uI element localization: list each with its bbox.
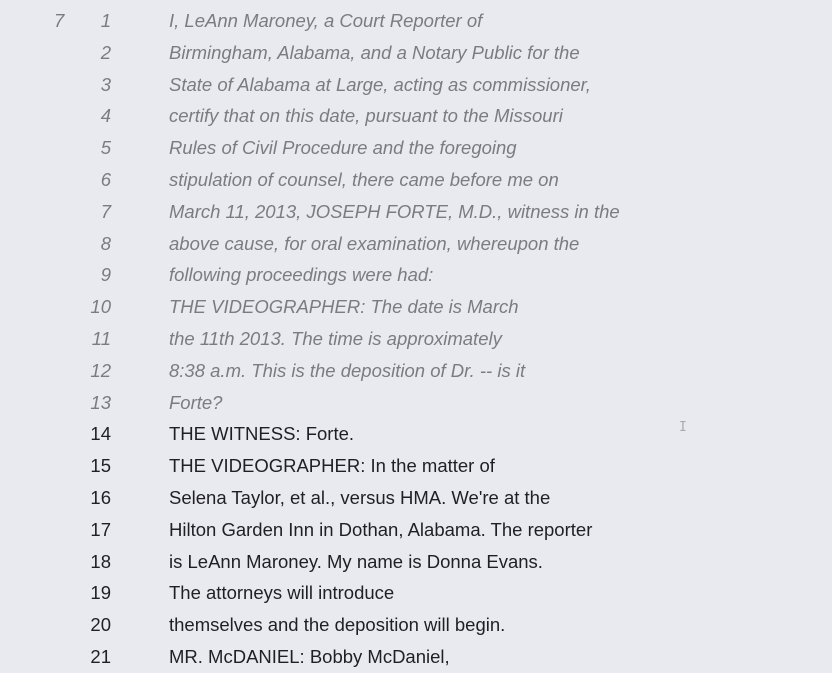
line-number: 14 [90, 423, 111, 445]
line-text: is LeAnn Maroney. My name is Donna Evans. [169, 550, 543, 572]
line-number: 8 [100, 232, 111, 254]
transcript-line[interactable] [0, 228, 832, 260]
transcript-line[interactable] [0, 355, 832, 387]
transcript-line[interactable] [0, 546, 832, 578]
line-text: THE VIDEOGRAPHER: In the matter of [169, 455, 495, 477]
transcript-line[interactable] [0, 291, 832, 323]
line-number: 11 [91, 327, 111, 349]
line-number: 6 [100, 168, 111, 190]
transcript-line[interactable] [0, 37, 832, 69]
text-cursor-icon: I [679, 420, 687, 435]
line-text: I, LeAnn Maroney, a Court Reporter of [169, 10, 483, 31]
transcript-line[interactable] [0, 514, 832, 546]
line-text: themselves and the deposition will begin. [169, 614, 506, 636]
line-number: 20 [90, 614, 111, 636]
transcript-line[interactable] [0, 259, 832, 291]
line-text: THE VIDEOGRAPHER: The date is March [169, 296, 519, 318]
line-text: Birmingham, Alabama, and a Notary Public for the [169, 41, 580, 63]
line-number: 10 [90, 296, 111, 318]
line-number: 9 [100, 264, 111, 286]
transcript-line[interactable] [0, 132, 832, 164]
transcript-line[interactable] [0, 641, 832, 673]
line-text: State of Alabama at Large, acting as commissioner, [169, 73, 591, 95]
line-number: 1 [100, 10, 111, 31]
line-text: certify that on this date, pursuant to the Missouri [169, 105, 563, 127]
line-text: 8:38 a.m. This is the deposition of Dr. -- is it [169, 359, 526, 381]
line-text: Selena Taylor, et al., versus HMA. We're at the [169, 486, 551, 508]
line-number: 16 [90, 486, 111, 508]
line-number: 4 [100, 105, 111, 127]
line-number: 13 [90, 391, 111, 413]
line-number: 7 [100, 200, 111, 222]
line-text: THE WITNESS: Forte. [169, 423, 355, 445]
line-number: 17 [90, 518, 111, 540]
transcript-view [0, 5, 832, 673]
transcript-line[interactable] [0, 196, 832, 228]
transcript-line[interactable] [0, 69, 832, 101]
transcript-line[interactable] [0, 164, 832, 196]
line-number: 2 [100, 41, 111, 63]
transcript-line[interactable] [0, 450, 832, 482]
line-number: 3 [100, 73, 111, 95]
line-text: Forte? [169, 391, 223, 413]
line-text: The attorneys will introduce [169, 582, 395, 604]
line-text: the 11th 2013. The time is approximately [169, 327, 502, 349]
line-text: MR. McDANIEL: Bobby McDaniel, [169, 645, 450, 667]
line-text: Hilton Garden Inn in Dothan, Alabama. The reporter [169, 518, 593, 540]
transcript-line[interactable] [0, 100, 832, 132]
line-number: 5 [100, 137, 111, 159]
transcript-line[interactable] [0, 5, 832, 37]
transcript-line[interactable] [0, 323, 832, 355]
transcript-line[interactable] [0, 418, 832, 450]
transcript-line[interactable] [0, 577, 832, 609]
line-number: 19 [90, 582, 111, 604]
line-number: 21 [90, 645, 111, 667]
line-number: 15 [90, 455, 111, 477]
page-number: 7 [54, 10, 65, 31]
line-text: above cause, for oral examination, whereupon the [169, 232, 580, 254]
transcript-line[interactable] [0, 609, 832, 641]
line-text: March 11, 2013, JOSEPH FORTE, M.D., witness in the [169, 200, 620, 222]
line-number: 12 [90, 359, 111, 381]
transcript-line[interactable] [0, 387, 832, 419]
line-text: Rules of Civil Procedure and the foregoing [169, 137, 517, 159]
transcript-line[interactable] [0, 482, 832, 514]
line-text: following proceedings were had: [169, 264, 434, 286]
line-number: 18 [90, 550, 111, 572]
line-text: stipulation of counsel, there came before me on [169, 168, 559, 190]
